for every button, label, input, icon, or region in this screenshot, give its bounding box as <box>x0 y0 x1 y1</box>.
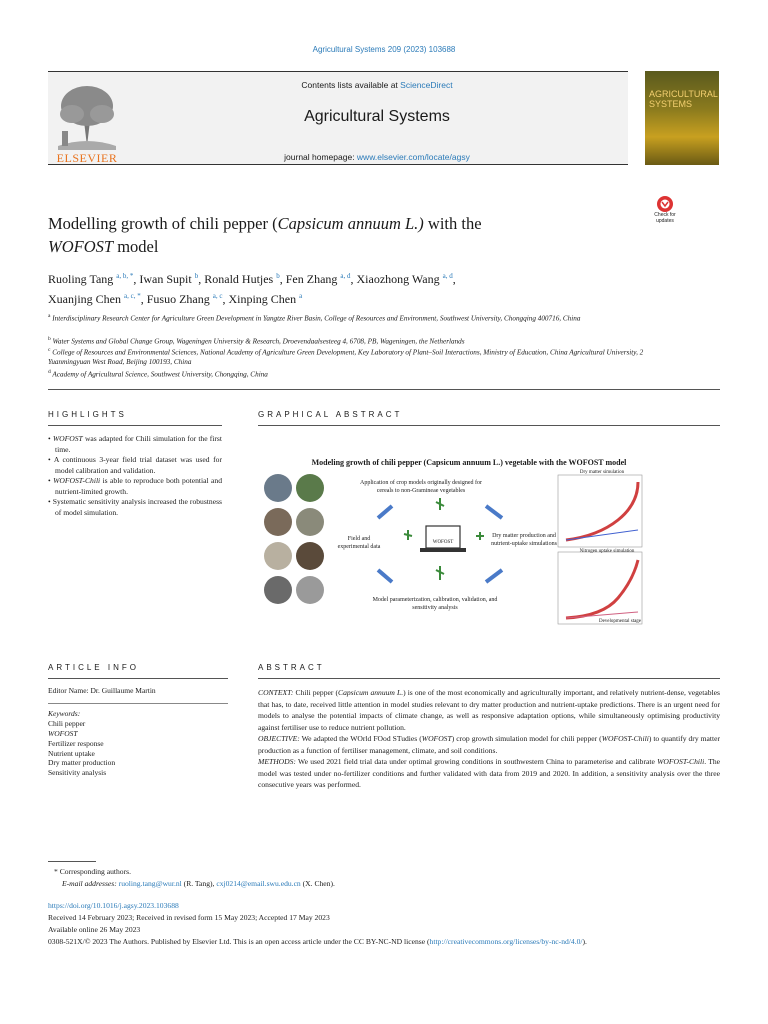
keyword: Nutrient uptake <box>48 748 95 758</box>
footnote-rule <box>48 861 96 862</box>
license-note: 0308-521X/© 2023 The Authors. Published by Elsevier Ltd. This is an open access article under the CC BY-NC-ND license (http://creativecommons.org/licenses/by-nc-nd/4.0/). <box>48 937 587 946</box>
ga-bottom-text: Model parameterization, calibration, validation, and sensitivity analysis <box>372 597 498 611</box>
author-name[interactable]: Xuanjing Chen <box>48 292 121 306</box>
graphical-abstract-heading: GRAPHICAL ABSTRACT <box>258 410 403 419</box>
keyword: WOFOST <box>48 728 78 738</box>
keyword: Sensitivity analysis <box>48 768 107 778</box>
email-link[interactable]: ruoling.tang@wur.nl <box>118 879 182 888</box>
ga-top-text: Application of crop models originally designed for cereals to non-Gramineae vegetables <box>360 480 482 494</box>
highlights-list <box>48 434 222 518</box>
email-line: E-mail addresses: ruoling.tang@wur.nl (R. Tang), cxj0214@email.swu.edu.cn (X. Chen). <box>62 879 335 888</box>
author-list: Ruoling Tang $^{a, b, *}$, Iwan Supit $^b$, Ronald Hutjes $^b$, Fen Zhang $^{a, d}$, Xiaozhong Wang $^{a, d}$, Xuanjing Chen $^{a, c, *}$, Fusuo Zhang $^{a, c}$, Xinping Chen $^a$ <box>48 272 456 306</box>
email-link[interactable]: cxj0214@email.swu.edu.cn <box>216 879 301 888</box>
affiliation: $^b$ Water Systems and Global Change Group, Wageningen University & Research, Droevendaalsesteeg 4, 6708, PB, Wageningen, the Netherlands <box>48 336 465 346</box>
journal-name: Agricultural Systems <box>304 108 450 125</box>
ga-axis-label: Developmental stage <box>598 619 642 624</box>
abstract-methods: METHODS: We used 2021 field trial data under optimal growing conditions in southwestern China to parameterise and calibrate WOFOST-Chili. The model was tested under no-fertilizer conditions and further validated with data from 2019 and 2020. In addition, a sensitivity analysis over the three consecutive years was performed. <box>258 757 720 789</box>
abstract-context: CONTEXT: Chili pepper (Capsicum annuum L.) is one of the most economically and agriculturally important, and relatively nutrient-dense, vegetables that has, to date, received little attention in model studies relevant to dry matter production and nutrient-uptake predictions. There is an urgent need for models to analyse the potential impacts of climate change, as well as responsive adaptation options, while simultaneously optimising productivity against fertiliser use to reduce nutrient pollution. <box>258 688 721 732</box>
author-name[interactable]: Xiaozhong Wang <box>356 272 440 286</box>
article-title: Modelling growth of chili pepper (Capsicum annuum L.) with the WOFOST model <box>48 214 482 256</box>
homepage-link[interactable]: www.elsevier.com/locate/agsy <box>356 152 470 162</box>
license-link[interactable]: http://creativecommons.org/licenses/by-nc-nd/4.0/ <box>429 937 583 946</box>
author-name[interactable]: Iwan Supit <box>139 272 192 286</box>
section-divider <box>48 389 720 390</box>
journal-reference[interactable]: Agricultural Systems 209 (2023) 103688 <box>312 45 456 54</box>
ga-right-text: Dry matter production and nutrient-uptake simulations <box>491 533 557 547</box>
article-info-rule <box>48 678 228 679</box>
abstract-rule <box>258 678 720 679</box>
graphical-abstract-rule <box>258 425 720 426</box>
highlights-heading: HIGHLIGHTS <box>48 410 127 419</box>
ga-center-label: WOFOST <box>432 540 454 545</box>
abstract-objective: OBJECTIVE: We adapted the WOrld FOod STudies (WOFOST) crop growth simulation model for chili pepper (WOFOST-Chili) to quantify dry matter production as a function of fertiliser management, climate, and soil conditions. <box>258 734 721 755</box>
received-dates: Received 14 February 2023; Received in revised form 15 May 2023; Accepted 17 May 2023 <box>48 913 330 922</box>
list-item: • Systematic sensitivity analysis increased the robustness of model simulation. <box>48 497 222 517</box>
elsevier-tree-logo <box>48 76 126 162</box>
available-online: Available online 26 May 2023 <box>48 925 141 934</box>
keyword: Dry matter production <box>48 758 116 768</box>
journal-homepage: journal homepage: www.elsevier.com/locate/agsy <box>284 152 470 162</box>
list-item: • A continuous 3-year field trial dataset was used for model calibration and validation. <box>48 455 222 475</box>
article-info <box>48 686 228 778</box>
ga-chart2-title: Nitrogen uptake simulation <box>579 549 635 554</box>
author-name[interactable]: Fusuo Zhang <box>146 292 210 306</box>
contents-line: Contents lists available at ScienceDirect <box>301 80 453 90</box>
author-name[interactable]: Ronald Hutjes <box>204 272 274 286</box>
sciencedirect-link[interactable]: ScienceDirect <box>400 80 453 90</box>
article-info-heading: ARTICLE INFO <box>48 663 139 672</box>
author-name[interactable]: Ruoling Tang <box>48 272 114 286</box>
corresponding-note: * Corresponding authors. <box>54 867 131 876</box>
abstract-heading: ABSTRACT <box>258 663 325 672</box>
journal-cover <box>645 71 719 165</box>
author-name[interactable]: Fen Zhang <box>285 272 338 286</box>
doi-link[interactable]: https://doi.org/10.1016/j.agsy.2023.103688 <box>48 901 179 910</box>
affiliation: $^a$ Interdisciplinary Research Center for Agriculture Green Development in Yangtze River Basin, College of Resources and Environment, Southwest University, Chongqing 400716, China <box>48 313 581 323</box>
author-name[interactable]: Xinping Chen <box>228 292 297 306</box>
keywords-label: Keywords: <box>48 709 81 719</box>
ga-chart1-title: Dry matter simulation <box>579 470 625 475</box>
keyword: Fertilizer response <box>48 738 104 748</box>
cover-title: AGRICULTURAL SYSTEMS <box>649 89 718 109</box>
abstract-body <box>258 687 720 791</box>
editor-name: Editor Name: Dr. Guillaume Martin <box>48 686 156 695</box>
affiliation: $^d$ Academy of Agricultural Science, Southwest University, Chongqing, China <box>48 369 268 379</box>
ga-left-text: Field and experimental data <box>337 536 381 550</box>
graphical-abstract-title: Modeling growth of chili pepper (Capsicum annuum L.) vegetable with the WOFOST model <box>311 458 627 467</box>
keyword: Chili pepper <box>48 719 86 729</box>
list-item: • WOFOST-Chili is able to reproduce both potential and nutrient-limited growth. <box>48 476 222 496</box>
publisher-name: ELSEVIER <box>56 151 118 165</box>
list-item: • WOFOST was adapted for Chili simulation for the first time. <box>48 434 222 454</box>
highlights-rule <box>48 425 222 426</box>
affiliation: $^c$ College of Resources and Environmental Sciences, National Academy of Agriculture Green Development, Key Laboratory of Plant–Soil Interactions, Ministry of Education, China Agricultural University, 2 Yuanmingyuan West Road, Beijing 100193, China <box>48 347 644 367</box>
check-for-updates-label[interactable]: Check for updates <box>654 212 676 224</box>
